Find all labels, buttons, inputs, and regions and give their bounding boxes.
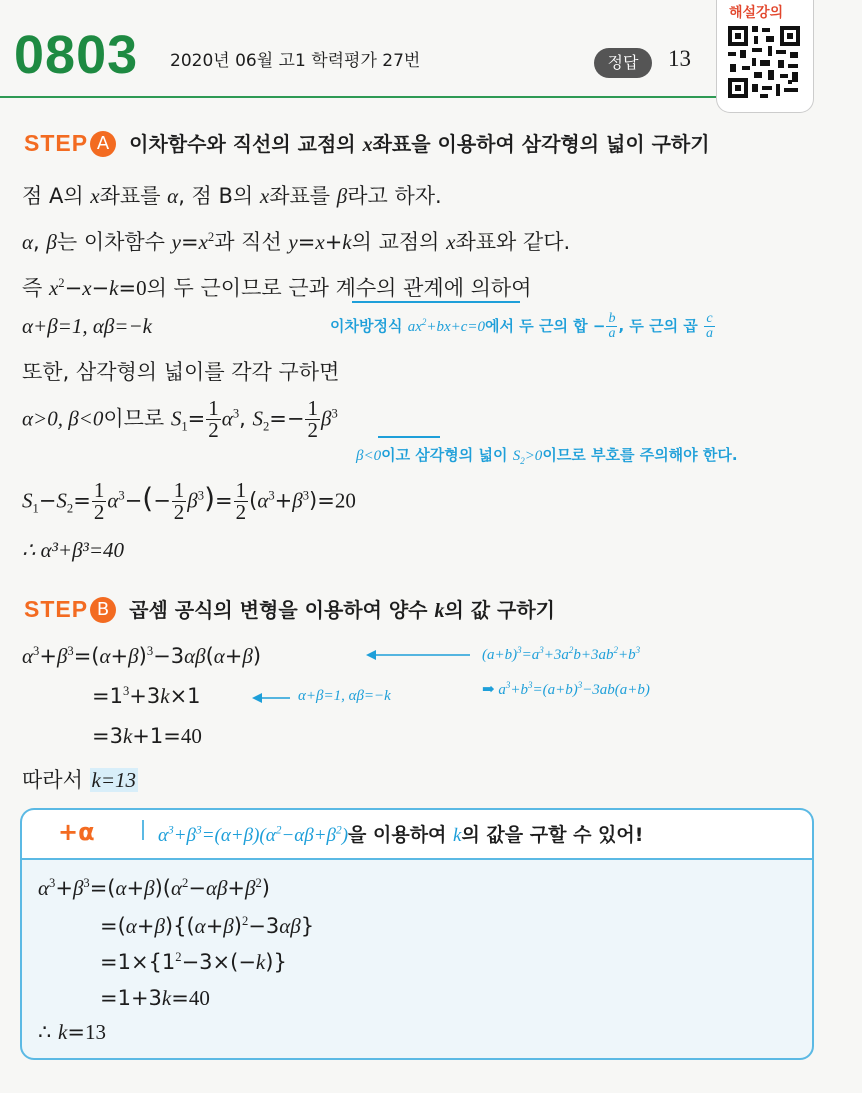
line-difference: $S_1-S_2=$ $\frac{1}{2}$ $\alpha^3-(-$ $\frac{1}{2}$ $\beta^3)=$ $\frac{1}{2}$ $(\alpha^3+\beta^3)=20$ bbox=[22, 478, 356, 524]
step-b-heading bbox=[24, 594, 555, 623]
final-answer: k=13 bbox=[91, 768, 137, 792]
line-areas: α>0, β<0이므로 $S_1=$ $\frac{1}{2}$ $\alpha^3$, $S_2=-$ $\frac{1}{2}$ $\beta^3$ bbox=[22, 396, 338, 442]
line-define-alpha-beta: 점 A의 x좌표를 α, 점 B의 x좌표를 β라고 하자. bbox=[22, 184, 442, 208]
step-b-letter: B bbox=[90, 597, 116, 623]
problem-source: 2020년 06월 고1 학력평가 27번 bbox=[170, 51, 421, 71]
qr-code-icon[interactable] bbox=[726, 24, 802, 100]
problem-number: 0803 bbox=[14, 25, 139, 85]
header-divider bbox=[0, 96, 718, 98]
line-sum-product: α+β=1, αβ=−k bbox=[22, 314, 152, 338]
vieta-underline bbox=[352, 301, 520, 303]
step-a-heading bbox=[24, 128, 710, 157]
step-a-title: 이차함수와 직선의 교점의 x좌표을 이용하여 삼각형의 넓이 구하기 bbox=[129, 132, 710, 156]
substitution-note: α+β=1, αβ=−k bbox=[298, 688, 391, 704]
vieta-link: 근과 계수의 관계 bbox=[288, 276, 444, 300]
alt-line-5: ∴ k=13 bbox=[38, 1020, 106, 1044]
sign-note: β<0이고 삼각형의 넓이 $S_2>0$이므로 부호를 주의해야 한다. bbox=[356, 446, 738, 466]
alt-line-1: $\alpha^3+\beta^3=(\alpha+\beta)(\alpha^2-\alpha\beta+\beta^2)$ bbox=[38, 876, 270, 900]
alt-line-4: =1+3k=40 bbox=[100, 986, 210, 1010]
line-vieta: 즉 $x^2-x-k=0$의 두 근이므로 근과 계수의 관계에 의하여 bbox=[22, 276, 532, 300]
line-area-intro: 또한, 삼각형의 넓이를 각각 구하면 bbox=[22, 360, 340, 384]
line-intersection: α, β는 이차함수 $y=x^2$과 직선 y=x+k의 교점의 x좌표와 같다. bbox=[22, 230, 571, 254]
cube-identity-line-3: =3k+1=40 bbox=[92, 724, 202, 748]
tip-text: $\alpha^3+\beta^3=(\alpha+\beta)(\alpha^2-\alpha\beta+\beta^2)$을 이용하여 k의 값을 구할 수 있어! bbox=[158, 824, 644, 846]
cube-identity-line-2: $=1^3+3k\times 1$ bbox=[92, 684, 201, 708]
alt-line-2: $=(\alpha+\beta)\{(\alpha+\beta)^2-3\alpha\beta\}$ bbox=[100, 914, 315, 938]
tip-divider bbox=[142, 820, 144, 840]
answer-badge: 정답 bbox=[594, 48, 652, 78]
expansion-note: $(a+b)^3=a^3+3a^2b+3ab^2+b^3$ bbox=[482, 645, 641, 663]
s2-underline bbox=[378, 436, 440, 438]
step-b-title: 곱셈 공식의 변형을 이용하여 양수 k의 값 구하기 bbox=[129, 598, 555, 622]
plus-alpha-icon: +α bbox=[58, 818, 95, 846]
step-b-label: STEP bbox=[24, 596, 89, 622]
step-a-letter: A bbox=[90, 131, 116, 157]
answer-value: 13 bbox=[668, 46, 691, 71]
line-sum-cubes: ∴ α³+β³=40 bbox=[22, 538, 125, 562]
arrow-left-icon-2 bbox=[252, 691, 290, 705]
cube-identity-note: ➡ $a^3+b^3=(a+b)^3-3ab(a+b)$ bbox=[482, 680, 650, 698]
step-a-label: STEP bbox=[24, 130, 89, 156]
conclusion-line: 따라서 k=13 bbox=[22, 768, 137, 792]
arrow-left-icon bbox=[366, 648, 470, 662]
alt-line-3: $=1\times\{1^2-3\times(-k)\}$ bbox=[100, 950, 287, 974]
vieta-note: 이차방정식 $ax^2+bx+c=0$에서 두 근의 합 − $\frac{b}{a}$ , 두 근의 곱 $\frac{c}{a}$ bbox=[330, 311, 714, 341]
cube-identity-line-1: $\alpha^3+\beta^3=(\alpha+\beta)^3-3\alpha\beta(\alpha+\beta)$ bbox=[22, 644, 262, 668]
qr-label: 해설강의 bbox=[729, 5, 784, 21]
